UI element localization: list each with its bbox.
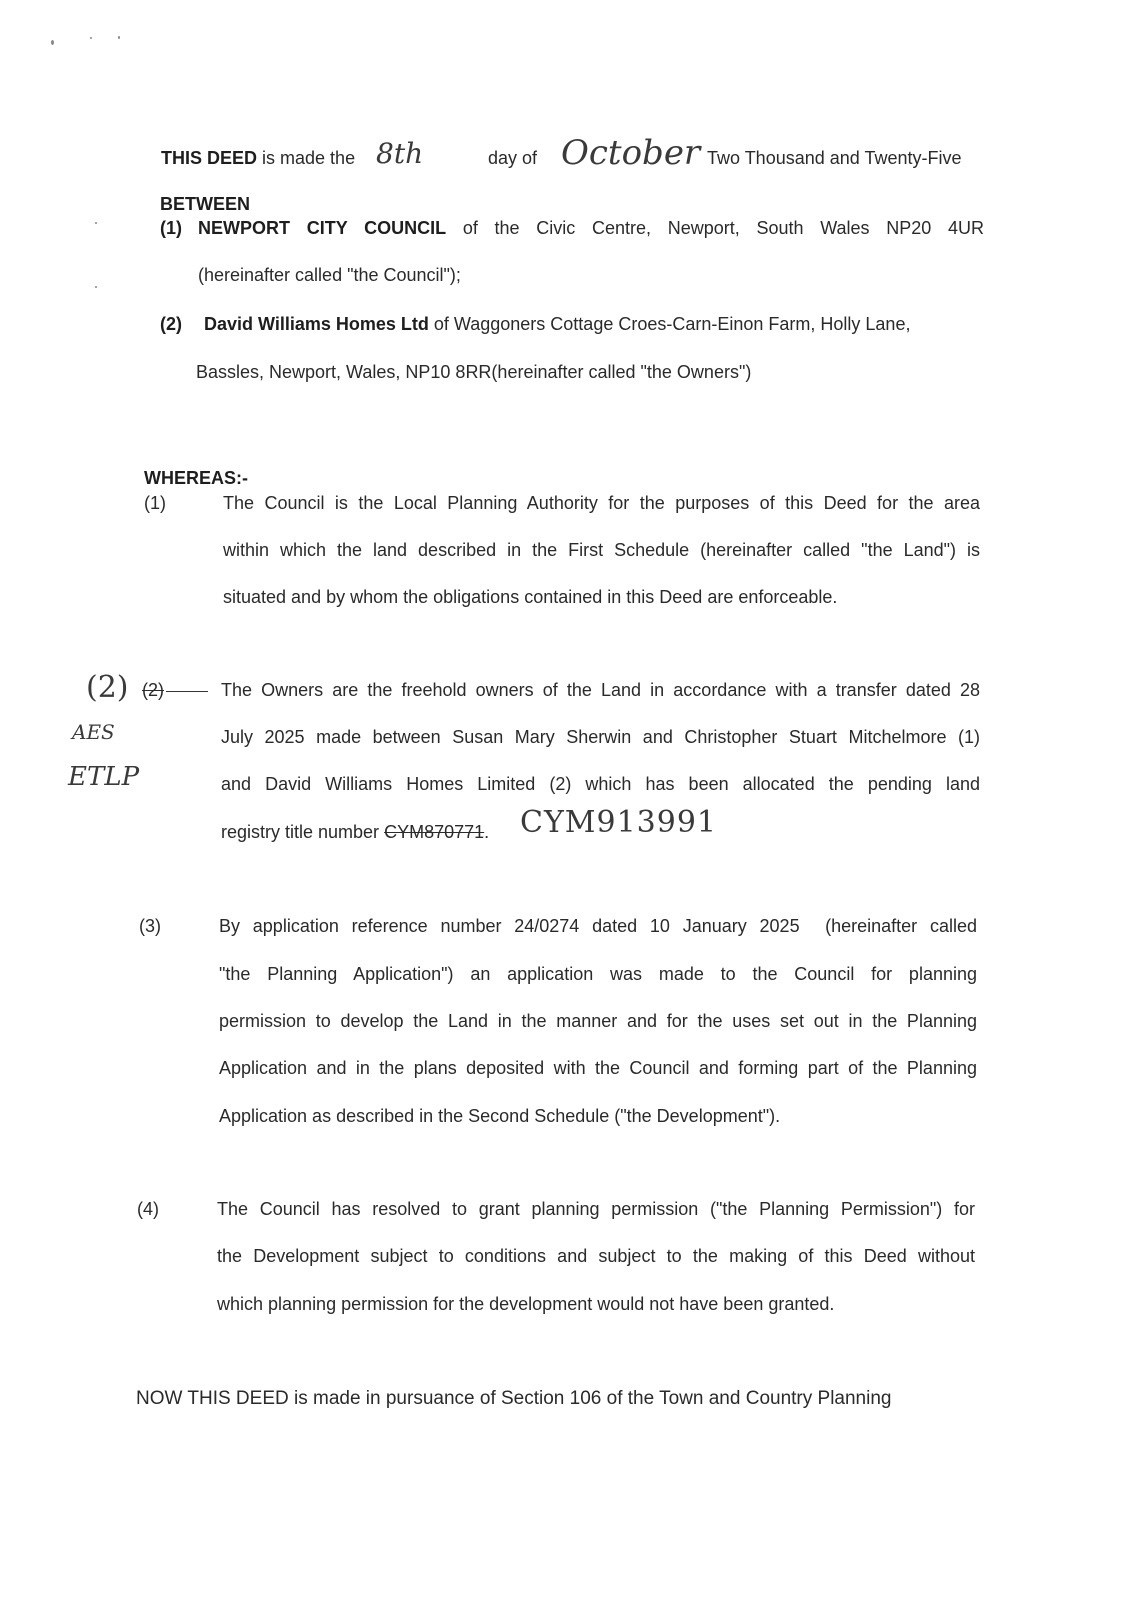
scan-speck [95,222,97,224]
margin-handwritten-number: (2) [86,670,129,705]
recital3-line2: "the Planning Application") an application was made to the Council for planning [219,964,977,984]
title-prefix: registry title number [221,822,380,842]
party1-line2: (hereinafter called "the Council"); [198,265,461,285]
party2-line1 [204,314,910,335]
scan-speck [90,37,92,39]
handwritten-day: 8th [376,137,424,170]
recital1-line2: within which the land described in the First Schedule (hereinafter called "the Land") is [223,540,980,560]
party1-name: NEWPORT CITY COUNCIL [198,218,447,238]
party1-line1 [198,218,984,239]
handwritten-month: October [561,133,701,173]
recital3-line1: By application reference number 24/0274 dated 10 January 2025 (hereinafter called [219,916,977,936]
title-period: . [484,822,490,842]
recital3-line5: Application as described in the Second Schedule ("the Development"). [219,1106,781,1126]
recital1-line3: situated and by whom the obligations contained in this Deed are enforceable. [223,587,838,607]
handwritten-title-number: CYM913991 [520,805,717,840]
margin-initials-aes: AES [72,720,115,744]
scan-speck [118,36,120,39]
party1-address: of the Civic Centre, Newport, South Wales NP20 4UR [462,218,984,238]
deed-prefix: THIS DEED [161,148,258,168]
struck-number: (2) [142,680,164,700]
made-the: is made the [262,148,356,168]
recital3-line4: Application and in the plans deposited with the Council and forming part of the Planning [219,1058,977,1078]
recital2-line3: and David Williams Homes Limited (2) which has been allocated the pending land [221,774,980,794]
dash-leader [166,691,208,692]
recital2-struck-number [142,680,208,701]
between-label-text: BETWEEN [160,194,250,214]
party1-number: (1) [160,218,182,238]
recital4-line2: the Development subject to conditions and subject to the making of this Deed without [217,1246,975,1266]
deed-heading [161,133,986,185]
recital3-number: (3) [139,916,161,936]
party2-line2: Bassles, Newport, Wales, NP10 8RR(hereinafter called "the Owners") [196,362,752,382]
between-label [160,194,250,215]
now-this-deed: NOW THIS DEED is made in pursuance of Section 106 of the Town and Country Planning [136,1388,892,1409]
recital1-line1: The Council is the Local Planning Authority for the purposes of this Deed for the area [223,493,980,513]
recital2-line4 [221,822,489,843]
recital4-line3: which planning permission for the development would not have been granted. [217,1294,835,1314]
recital3-line3: permission to develop the Land in the manner and for the uses set out in the Planning [219,1011,977,1031]
recital2-line1: The Owners are the freehold owners of the Land in accordance with a transfer dated 28 [221,680,980,700]
day-of: day of [488,148,538,168]
margin-initials-etlp: ETLP [68,762,140,792]
party2-number: (2) [160,314,182,334]
year-text: Two Thousand and Twenty-Five [707,148,962,168]
struck-title-number: CYM870771 [384,822,485,842]
party2-name: David Williams Homes Ltd [204,314,429,334]
recital4-line1: The Council has resolved to grant planning permission ("the Planning Permission") for [217,1199,975,1219]
recital4-number: (4) [137,1199,159,1219]
scan-speck [51,40,54,45]
recital2-line2: July 2025 made between Susan Mary Sherwin and Christopher Stuart Mitchelmore (1) [221,727,980,747]
whereas-label: WHEREAS:- [144,468,248,488]
recital1-number: (1) [144,493,166,513]
scan-speck [95,286,97,288]
party2-address: of Waggoners Cottage Croes-Carn-Einon Farm, Holly Lane, [433,314,911,334]
